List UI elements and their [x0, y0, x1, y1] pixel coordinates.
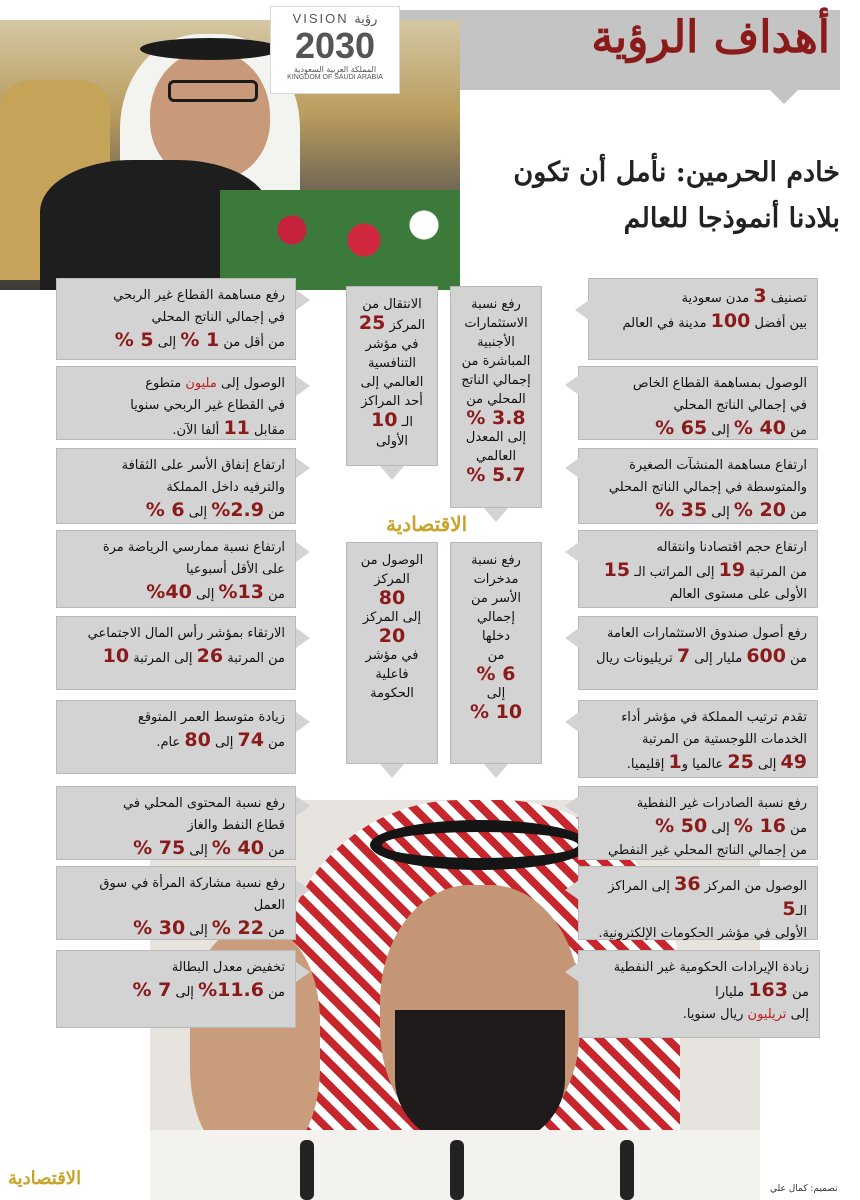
beard-shape	[395, 1010, 565, 1150]
box-pointer	[296, 542, 310, 562]
goal-box-pif: رفع أصول صندوق الاستثمارات العامة من 600 مليار إلى 7 تريليونات ريال	[578, 616, 818, 690]
subtitle-line-2: بلادنا أنموذجا للعالم	[623, 203, 840, 234]
box-pointer	[296, 628, 310, 648]
box-pointer	[565, 542, 579, 562]
box-pointer	[565, 628, 579, 648]
box-pointer	[296, 962, 310, 982]
box-pointer	[296, 880, 310, 900]
goal-box-competitiveness: الانتقال من المركز 25 في مؤشر التنافسية العالمي إلى أحد المراكز الـ 10 الأولى	[346, 286, 438, 466]
goal-box-unemployment: تخفيض معدل البطالة من 11.6% إلى 7 %	[56, 950, 296, 1028]
brand-logo-center: الاقتصادية	[386, 512, 468, 536]
box-pointer	[565, 796, 579, 816]
goal-box-cities: تصنيف 3 مدن سعودية بين أفضل 100 مدينة في العالم	[588, 278, 818, 360]
box-pointer	[296, 376, 310, 396]
goal-box-household-savings: رفع نسبة مدخرات الأسر من إجمالي دخلها من 6 % إلى 10 %	[450, 542, 542, 764]
box-pointer	[484, 508, 508, 522]
goal-box-fdi: رفع نسبة الاستثمارات الأجنبية المباشرة من إجمالي الناتج المحلي من 3.8 % إلى المعدل العالمي 5.7 %	[450, 286, 542, 508]
design-credit: تصميم: كمال علي	[770, 1184, 838, 1194]
agal-shape	[140, 38, 280, 60]
glasses-shape	[168, 80, 258, 102]
goal-box-private-sector: الوصول بمساهمة القطاع الخاص في إجمالي الناتج المحلي من 40 % إلى 65 %	[578, 366, 818, 440]
goal-box-economy-rank: ارتفاع حجم اقتصادنا وانتقاله من المرتبة 19 إلى المراتب الـ 15 الأولى على مستوى العالم	[578, 530, 818, 608]
goal-box-sme: ارتفاع مساهمة المنشآت الصغيرة والمتوسطة في إجمالي الناتج المحلي من 20 % إلى 35 %	[578, 448, 818, 524]
subtitle-line-1: خادم الحرمين: نأمل أن تكون	[513, 157, 840, 188]
goal-box-culture-spending: ارتفاع إنفاق الأسر على الثقافة والترفيه داخل المملكة من 2.9% إلى 6 %	[56, 448, 296, 524]
box-pointer	[296, 290, 310, 310]
goal-box-life-expectancy: زيادة متوسط العمر المتوقع من 74 إلى 80 عام.	[56, 700, 296, 774]
microphone-shape	[620, 1140, 634, 1200]
flowers-shape	[220, 190, 460, 290]
box-pointer	[484, 764, 508, 778]
brand-logo-footer: الاقتصادية	[8, 1168, 82, 1189]
goal-box-nonprofit: رفع مساهمة القطاع غير الربحي في إجمالي الناتج المحلي من أقل من 1 % إلى 5 %	[56, 278, 296, 360]
goal-box-egov: الوصول من المركز 36 إلى المراكز الـ5 الأولى في مؤشر الحكومات الإلكترونية.	[578, 866, 818, 940]
page-title: أهداف الرؤية	[591, 12, 830, 63]
box-pointer	[296, 458, 310, 478]
goal-box-volunteers: الوصول إلى مليون متطوع في القطاع غير الربحي سنويا مقابل 11 ألفا الآن.	[56, 366, 296, 440]
box-pointer	[565, 458, 579, 478]
logo-year: 2030	[294, 25, 376, 66]
goal-box-social-capital: الارتقاء بمؤشر رأس المال الاجتماعي من المرتبة 26 إلى المرتبة 10	[56, 616, 296, 690]
box-pointer	[575, 300, 589, 320]
box-pointer	[296, 712, 310, 732]
box-pointer	[565, 375, 579, 395]
goal-box-women-labor: رفع نسبة مشاركة المرأة في سوق العمل من 22 % إلى 30 %	[56, 866, 296, 940]
microphone-shape	[300, 1140, 314, 1200]
goal-box-local-content: رفع نسبة المحتوى المحلي في قطاع النفط والغاز من 40 % إلى 75 %	[56, 786, 296, 860]
goal-box-revenues-content: زيادة الإيرادات الحكومية غير النفطية من 163 مليارا إلى تريليون ريال سنويا.	[578, 950, 820, 1038]
logo-vision-text: VISION	[292, 11, 349, 26]
goal-box-gov-effectiveness: الوصول من المركز 80 إلى المركز 20 في مؤشر فاعلية الحكومة	[346, 542, 438, 764]
box-pointer	[565, 962, 579, 982]
box-pointer	[565, 880, 579, 900]
agal-shape	[370, 820, 590, 870]
logo-kingdom-ar: المملكة العربية السعودية	[293, 65, 377, 74]
logo-vision-ar: رؤية	[354, 11, 378, 26]
box-pointer	[380, 764, 404, 778]
box-pointer	[380, 466, 404, 480]
goal-box-logistics: تقدم ترتيب المملكة في مؤشر أداء الخدمات اللوجستية من المرتبة 49 إلى 25 عالميا و1 إقليميا.	[578, 700, 818, 778]
vision-2030-logo	[270, 6, 400, 94]
goal-box-exports: رفع نسبة الصادرات غير النفطية من 16 % إلى 50 % من إجمالي الناتج المحلي غير النفطي	[578, 786, 818, 860]
box-pointer	[296, 796, 310, 816]
subtitle	[470, 150, 840, 242]
goal-box-sports: ارتفاع نسبة ممارسي الرياضة مرة على الأقل أسبوعيا من 13% إلى 40%	[56, 530, 296, 608]
title-banner-tail	[770, 90, 798, 104]
box-pointer	[565, 712, 579, 732]
microphone-shape	[450, 1140, 464, 1200]
logo-kingdom-en: KINGDOM OF SAUDI ARABIA	[287, 74, 383, 81]
